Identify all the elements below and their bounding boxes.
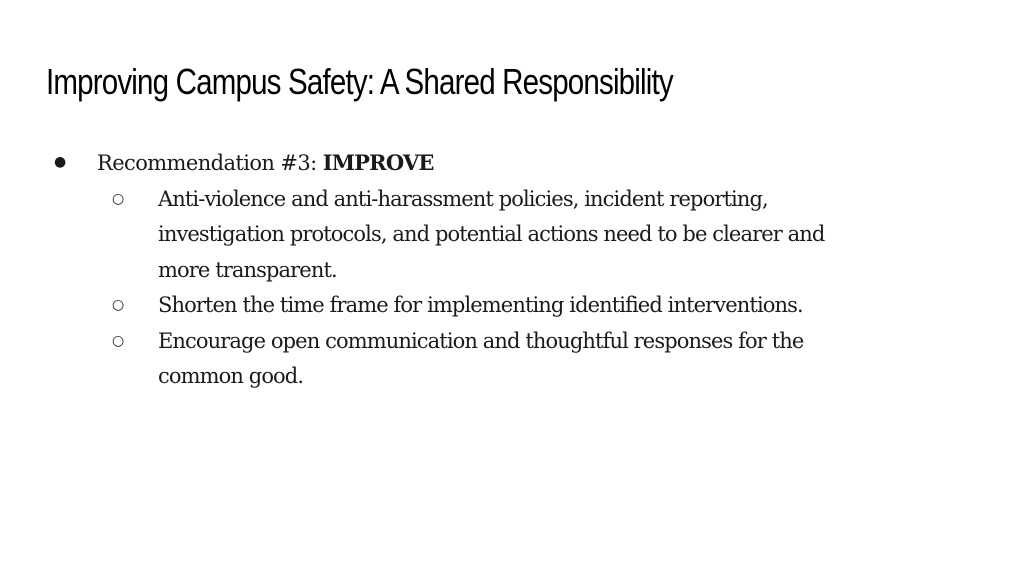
sub-point-line bbox=[0, 182, 1024, 218]
sub-point-text: Shorten the time frame for implementing identified interventions. bbox=[158, 293, 803, 317]
sub-point-1 bbox=[0, 182, 1024, 289]
sub-bullet-icon: ○ bbox=[112, 297, 125, 313]
recommendation-label-text: Recommendation #3: bbox=[97, 151, 323, 175]
sub-point-line bbox=[0, 359, 1024, 395]
bullet-icon: ● bbox=[54, 154, 67, 170]
recommendation-keyword: IMPROVE bbox=[322, 150, 434, 175]
sub-point-text: common good. bbox=[158, 364, 304, 388]
sub-point-line bbox=[0, 217, 1024, 253]
sub-bullet-icon: ○ bbox=[112, 332, 125, 349]
sub-point-line bbox=[0, 324, 1024, 360]
sub-point-text: Anti-violence and anti-harassment policies, incident reporting, bbox=[158, 186, 768, 211]
recommendation-item bbox=[0, 145, 1024, 182]
slide-body bbox=[0, 145, 1024, 395]
sub-point-3 bbox=[0, 324, 1024, 395]
slide-title: Improving Campus Safety: A Shared Responsibility bbox=[46, 61, 673, 102]
sub-point-2 bbox=[0, 288, 1024, 324]
sub-point-line bbox=[0, 253, 1024, 289]
sub-point-text: Encourage open communication and thoughtful responses for the bbox=[158, 328, 804, 353]
sub-point-text: more transparent. bbox=[158, 257, 337, 282]
sub-point-line bbox=[0, 288, 1024, 324]
sub-point-text: investigation protocols, and potential actions need to be clearer and bbox=[158, 222, 825, 246]
sub-bullet-icon: ○ bbox=[112, 190, 125, 207]
